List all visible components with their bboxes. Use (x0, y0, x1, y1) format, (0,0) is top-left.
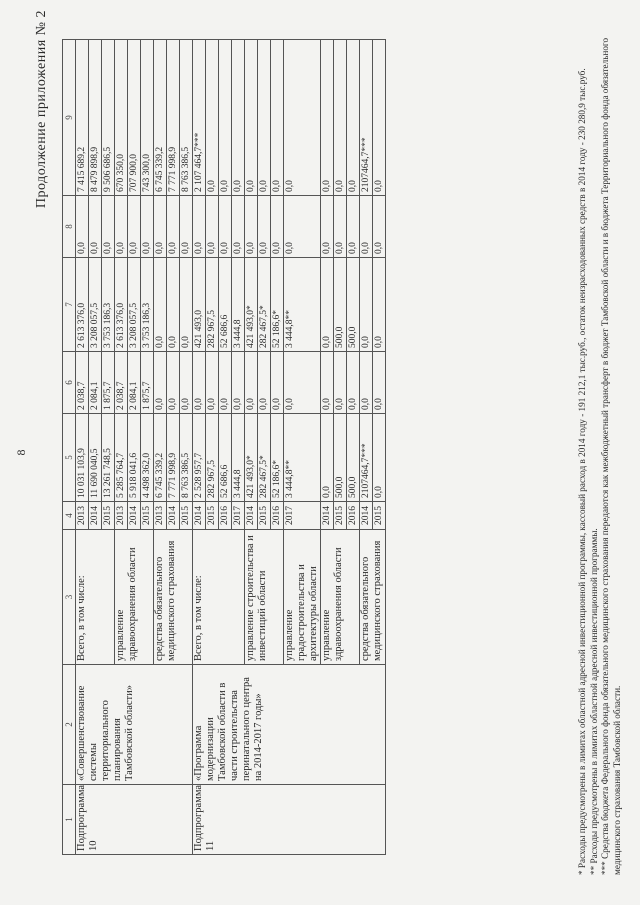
federal-amount: 2 084,1 (128, 352, 141, 414)
regional-amount: 3 753 186,3 (102, 258, 115, 352)
federal-amount: 0,0 (245, 352, 258, 414)
local-amount: 0,0 (219, 196, 232, 258)
local-amount: 0,0 (102, 196, 115, 258)
federal-amount: 0,0 (360, 352, 373, 414)
year-cell: 2014 (89, 502, 102, 530)
year-cell: 2014 (245, 502, 258, 530)
federal-amount: 2 038,7 (115, 352, 128, 414)
other-amount: 7 415 689,2 (76, 40, 89, 196)
year-cell: 2013 (154, 502, 167, 530)
federal-amount: 1 875,7 (102, 352, 115, 414)
other-amount: 0,0 (271, 40, 284, 196)
local-amount: 0,0 (373, 196, 386, 258)
other-amount: 0,0 (219, 40, 232, 196)
table-row (193, 40, 206, 855)
local-amount: 0,0 (334, 196, 347, 258)
federal-amount: 0,0 (321, 352, 334, 414)
total-amount: 282 467,5* (258, 414, 271, 502)
federal-amount: 0,0 (347, 352, 360, 414)
federal-amount: 2 084,1 (89, 352, 102, 414)
column-number: 9 (63, 40, 76, 196)
federal-amount: 0,0 (334, 352, 347, 414)
other-amount: 0,0 (321, 40, 334, 196)
year-cell: 2016 (271, 502, 284, 530)
local-amount: 0,0 (360, 196, 373, 258)
total-amount: 10 031 103,9 (76, 414, 89, 502)
local-amount: 0,0 (180, 196, 193, 258)
funding-source: Всего, в том числе: (76, 530, 115, 665)
subprogram-name: «Совершенствование системы территориального планирования Тамбовской области» (76, 665, 193, 785)
local-amount: 0,0 (115, 196, 128, 258)
regional-amount: 282 967,5 (206, 258, 219, 352)
local-amount: 0,0 (232, 196, 245, 258)
total-amount: 2 528 957,7 (193, 414, 206, 502)
local-amount: 0,0 (167, 196, 180, 258)
federal-amount: 0,0 (258, 352, 271, 414)
total-amount: 500,0 (347, 414, 360, 502)
total-amount: 0,0 (321, 414, 334, 502)
federal-amount: 0,0 (271, 352, 284, 414)
regional-amount: 0,0 (167, 258, 180, 352)
federal-amount: 0,0 (180, 352, 193, 414)
regional-amount: 52 686,6 (219, 258, 232, 352)
total-amount: 7 771 998,9 (167, 414, 180, 502)
other-amount: 6 745 339,2 (154, 40, 167, 196)
regional-amount: 500,0 (347, 258, 360, 352)
regional-amount: 3 208 057,5 (89, 258, 102, 352)
local-amount: 0,0 (154, 196, 167, 258)
funding-source: средства обязательного медицинского страхования (154, 530, 193, 665)
year-cell: 2016 (219, 502, 232, 530)
column-number: 8 (63, 196, 76, 258)
regional-amount: 0,0 (321, 258, 334, 352)
federal-amount: 0,0 (219, 352, 232, 414)
total-amount: 0,0 (373, 414, 386, 502)
local-amount: 0,0 (206, 196, 219, 258)
regional-amount: 3 753 186,3 (141, 258, 154, 352)
year-cell: 2014 (321, 502, 334, 530)
year-cell: 2015 (258, 502, 271, 530)
column-number-row (63, 40, 76, 855)
other-amount: 0,0 (232, 40, 245, 196)
federal-amount: 0,0 (232, 352, 245, 414)
subprogram-name: «Программа модернизации Тамбовской области в части строительства перинатального центра на 2014-2017 годы» (193, 665, 386, 785)
total-amount: 2107464,7*** (360, 414, 373, 502)
federal-amount: 0,0 (206, 352, 219, 414)
total-amount: 6 745 339,2 (154, 414, 167, 502)
total-amount: 421 493,0* (245, 414, 258, 502)
total-amount: 3 444,8** (284, 414, 321, 502)
regional-amount: 421 493,0* (245, 258, 258, 352)
other-amount: 0,0 (284, 40, 321, 196)
year-cell: 2015 (373, 502, 386, 530)
local-amount: 0,0 (347, 196, 360, 258)
year-cell: 2014 (167, 502, 180, 530)
column-number: 7 (63, 258, 76, 352)
funding-source: управление строительства и инвестиций области (245, 530, 284, 665)
year-cell: 2015 (141, 502, 154, 530)
total-amount: 5 918 041,6 (128, 414, 141, 502)
regional-amount: 2 613 376,0 (115, 258, 128, 352)
regional-amount: 0,0 (360, 258, 373, 352)
year-cell: 2014 (128, 502, 141, 530)
year-cell: 2013 (76, 502, 89, 530)
other-amount: 9 506 686,5 (102, 40, 115, 196)
regional-amount: 0,0 (373, 258, 386, 352)
subprogram-label: Подпрограмма 10 (76, 785, 193, 855)
other-amount: 2 107 464,7*** (193, 40, 206, 196)
regional-amount: 52 186,6* (271, 258, 284, 352)
local-amount: 0,0 (141, 196, 154, 258)
regional-amount: 3 444,8** (284, 258, 321, 352)
funding-source: управление градостроительства и архитектуры области (284, 530, 321, 665)
column-number: 1 (63, 785, 76, 855)
other-amount: 0,0 (258, 40, 271, 196)
total-amount: 282 967,5 (206, 414, 219, 502)
other-amount: 707 900,0 (128, 40, 141, 196)
column-number: 5 (63, 414, 76, 502)
other-amount: 2107464,7*** (360, 40, 373, 196)
local-amount: 0,0 (89, 196, 102, 258)
column-number: 4 (63, 502, 76, 530)
year-cell: 2017 (232, 502, 245, 530)
footnote: ** Расходы предусмотрены в лимитах областной адресной инвестиционной программы. (588, 528, 599, 875)
federal-amount: 0,0 (284, 352, 321, 414)
continuation-label: Продолжение приложения № 2 (34, 10, 49, 209)
program-financing-table (62, 39, 386, 855)
footnotes (577, 25, 623, 875)
table-body (76, 40, 386, 855)
other-amount: 670 350,0 (115, 40, 128, 196)
column-number: 2 (63, 665, 76, 785)
total-amount: 13 261 748,5 (102, 414, 115, 502)
other-amount: 7 771 998,9 (167, 40, 180, 196)
funding-source: управление здравоохранения области (321, 530, 360, 665)
total-amount: 52 186,6* (271, 414, 284, 502)
subprogram-label: Подпрограмма 11 (193, 785, 386, 855)
table-row (76, 40, 89, 855)
total-amount: 5 285 764,7 (115, 414, 128, 502)
federal-amount: 0,0 (193, 352, 206, 414)
other-amount: 0,0 (334, 40, 347, 196)
local-amount: 0,0 (128, 196, 141, 258)
local-amount: 0,0 (76, 196, 89, 258)
total-amount: 8 763 386,5 (180, 414, 193, 502)
local-amount: 0,0 (321, 196, 334, 258)
federal-amount: 2 038,7 (76, 352, 89, 414)
regional-amount: 3 444,8 (232, 258, 245, 352)
regional-amount: 0,0 (154, 258, 167, 352)
page-number: 8 (14, 449, 28, 456)
regional-amount: 3 208 057,5 (128, 258, 141, 352)
other-amount: 8 763 386,5 (180, 40, 193, 196)
funding-source: Всего, в том числе: (193, 530, 245, 665)
regional-amount: 0,0 (180, 258, 193, 352)
local-amount: 0,0 (271, 196, 284, 258)
local-amount: 0,0 (193, 196, 206, 258)
other-amount: 0,0 (347, 40, 360, 196)
total-amount: 11 690 040,5 (89, 414, 102, 502)
year-cell: 2017 (284, 502, 321, 530)
footnote: * Расходы предусмотрены в лимитах областной адресной инвестиционной программы, кассовый расход в 2014 году - 191 212,1 тыс.руб., остаток неизрасходованных средств в 2014 году - 230 280,9 тыс.руб. (577, 68, 587, 875)
year-cell: 2015 (102, 502, 115, 530)
total-amount: 500,0 (334, 414, 347, 502)
federal-amount: 0,0 (373, 352, 386, 414)
funding-source: средства обязательного медицинского страхования (360, 530, 386, 665)
regional-amount: 421 493,0 (193, 258, 206, 352)
federal-amount: 0,0 (167, 352, 180, 414)
federal-amount: 0,0 (154, 352, 167, 414)
footnote: *** Средства бюджета Федерального фонда обязательного медицинского страхования передаются как межбюджетный трансферт в бюджет Тамбовской области и в бюджета Территориального фонда обязательного медицинского страхования Тамбовской области. (600, 37, 622, 875)
other-amount: 8 479 898,9 (89, 40, 102, 196)
funding-source: управление здравоохранения области (115, 530, 154, 665)
other-amount: 743 300,0 (141, 40, 154, 196)
year-cell: 2013 (115, 502, 128, 530)
local-amount: 0,0 (245, 196, 258, 258)
local-amount: 0,0 (258, 196, 271, 258)
local-amount: 0,0 (284, 196, 321, 258)
federal-amount: 1 875,7 (141, 352, 154, 414)
other-amount: 0,0 (245, 40, 258, 196)
other-amount: 0,0 (206, 40, 219, 196)
year-cell: 2016 (347, 502, 360, 530)
regional-amount: 2 613 376,0 (76, 258, 89, 352)
total-amount: 3 444,8 (232, 414, 245, 502)
year-cell: 2015 (206, 502, 219, 530)
other-amount: 0,0 (373, 40, 386, 196)
year-cell: 2015 (334, 502, 347, 530)
regional-amount: 282 467,5* (258, 258, 271, 352)
year-cell: 2014 (193, 502, 206, 530)
year-cell: 2014 (360, 502, 373, 530)
column-number: 6 (63, 352, 76, 414)
total-amount: 4 498 362,0 (141, 414, 154, 502)
column-number: 3 (63, 530, 76, 665)
year-cell: 2015 (180, 502, 193, 530)
regional-amount: 500,0 (334, 258, 347, 352)
total-amount: 52 686,6 (219, 414, 232, 502)
